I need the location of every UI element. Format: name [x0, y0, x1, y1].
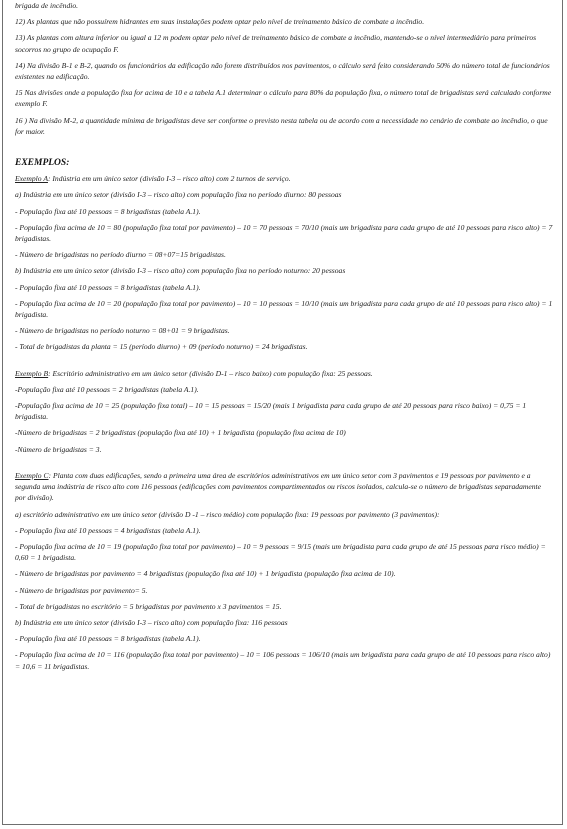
- example-c-line: - Número de brigadistas por pavimento= 5.: [15, 585, 148, 595]
- example-c-line: - Número de brigadistas por pavimento = 4 brigadistas (população fixa até 10) + 1 brigadista (população fixa acima de 10).: [15, 569, 396, 579]
- example-a-label: Exemplo A: [15, 174, 48, 184]
- example-a-line: b) Indústria em um único setor (divisão I-3 – risco alto) com população fixa no período noturno: 20 pessoas: [15, 266, 346, 276]
- example-a-line: a) Indústria em um único setor (divisão I-3 – risco alto) com população fixa no período diurno: 80 pessoas: [15, 190, 342, 200]
- note-12: 12) As plantas que não possuírem hidrantes em suas instalações podem optar pelo nível de treinamento básico de combate a incêndio.: [15, 17, 425, 27]
- example-c-title-text: : Planta com duas edificações, sendo a primeira uma área de escritórios administrativos em um único setor com 3 pavimentos e 19 pessoas por pavimento e a segunda uma indústria de risco alto com 116 pessoas (edificações com pavimentos compartimentados ou riscos isolados, calcula-se o número de brigadistas separadamente por divisão).: [15, 470, 542, 503]
- example-c-title: [15, 470, 553, 504]
- example-b-line: -Número de brigadistas = 2 brigadistas (população fixa até 10) + 1 brigadista (população fixa acima de 10): [15, 428, 346, 438]
- example-a-line: - Número de brigadistas no período diurno = 08+07=15 brigadistas.: [15, 250, 226, 260]
- examples-heading: EXEMPLOS:: [15, 158, 70, 169]
- example-a-line: - População fixa até 10 pessoas = 8 brigadistas (tabela A.1).: [15, 282, 201, 292]
- example-c-line: - Total de brigadistas no escritório = 5 brigadistas por pavimento x 3 pavimentos = 15.: [15, 601, 282, 611]
- example-c-line: - População fixa até 10 pessoas = 4 brigadistas (tabela A.1).: [15, 525, 201, 535]
- note-15: 15 Nas divisões onde a população fixa for acima de 10 e a tabela A.1 determinar o cálculo para 80% da população fixa, o número total de brigadistas será calculado conforme exemplo F.: [15, 88, 552, 109]
- example-a-line: - População fixa até 10 pessoas = 8 brigadistas (tabela A.1).: [15, 206, 201, 216]
- example-a-title-text: : Indústria em um único setor (divisão I-3 – risco alto) com 2 turnos de serviço.: [47, 174, 291, 184]
- note-13: 13) As plantas com altura inferior ou igual a 12 m podem optar pelo nível de treinamento básico de combate a incêndio, mantendo-se o nível intermediário para primeiros socorros no grupo de ocupação F.: [15, 33, 537, 54]
- example-a-line: - População fixa acima de 10 = 80 (população fixa total por pavimento) – 10 = 70 pessoas = 70/10 (mais um brigadista para cada grupo de até 10 pessoas para risco alto) = 7 brigadistas.: [15, 222, 553, 244]
- example-b-title-text: : Escritório administrativo em um único setor (divisão D-1 – risco baixo) com população fixa: 25 pessoas.: [48, 368, 373, 378]
- example-c-line: b) Indústria em um único setor (divisão I-3 – risco alto) com população fixa: 116 pessoas: [15, 617, 288, 627]
- example-b-label: Exemplo B: [15, 368, 49, 378]
- example-b-title: [15, 368, 553, 379]
- example-a-line: - Total de brigadistas da planta = 15 (período diurno) + 09 (período noturno) = 24 brigadistas.: [15, 342, 308, 352]
- example-c-line: a) escritório administrativo em um único setor (divisão D -1 – risco médio) com população fixa: 19 pessoas por pavimento (3 pavimentos):: [15, 509, 440, 519]
- example-b-line: -Número de brigadistas = 3.: [15, 444, 102, 454]
- document-page: [2, 0, 563, 825]
- example-c-line: - População fixa acima de 10 = 19 (população fixa total por pavimento) – 10 = 9 pessoas = 9/15 (mais um brigadista para cada grupo de até 15 pessoas para risco médio) = 0,60 = 1 brigadista.: [15, 541, 546, 563]
- example-c-label: Exemplo C: [15, 470, 49, 480]
- example-b-line: -População fixa acima de 10 = 25 (população fixa total) – 10 = 15 pessoas = 15/20 (mais 1 brigadista para cada grupo de até 20 pessoas para risco baixo) = 0,75 = 1 brigadista.: [15, 401, 527, 422]
- example-a-line: - População fixa acima de 10 = 20 (população fixa total por pavimento) – 10 = 10 pessoas = 10/10 (mais um brigadista para cada grupo de até 10 pessoas para risco alto) = 1 brigadista.: [15, 298, 553, 320]
- example-a-title: [15, 173, 553, 184]
- note-16: 16 ) Na divisão M-2, a quantidade mínima de brigadistas deve ser conforme o previsto nesta tabela ou de acordo com a necessidade no cenário de combate ao incêndio, o que for maior.: [15, 115, 548, 136]
- note-11-tail: brigada de incêndio.: [15, 1, 79, 10]
- example-a-line: - Número de brigadistas no período noturno = 08+01 = 9 brigadistas.: [15, 326, 230, 336]
- example-c-line: - População fixa acima de 10 = 116 (população fixa total por pavimento) – 10 = 106 pessoas = 106/10 (mais um brigadista para cada grupo de até 10 pessoas para risco alto) = 10,6 = 11 brigadistas.: [15, 650, 551, 671]
- note-14: 14) Na divisão B-1 e B-2, quando os funcionários da edificação não forem distribuídos nos pavimentos, o cálculo será feito considerando 50% do número total de funcionários existentes na edificação.: [15, 60, 550, 82]
- example-c-line: - População fixa até 10 pessoas = 8 brigadistas (tabela A.1).: [15, 634, 201, 644]
- example-b-line: -População fixa até 10 pessoas = 2 brigadistas (tabela A.1).: [15, 384, 199, 394]
